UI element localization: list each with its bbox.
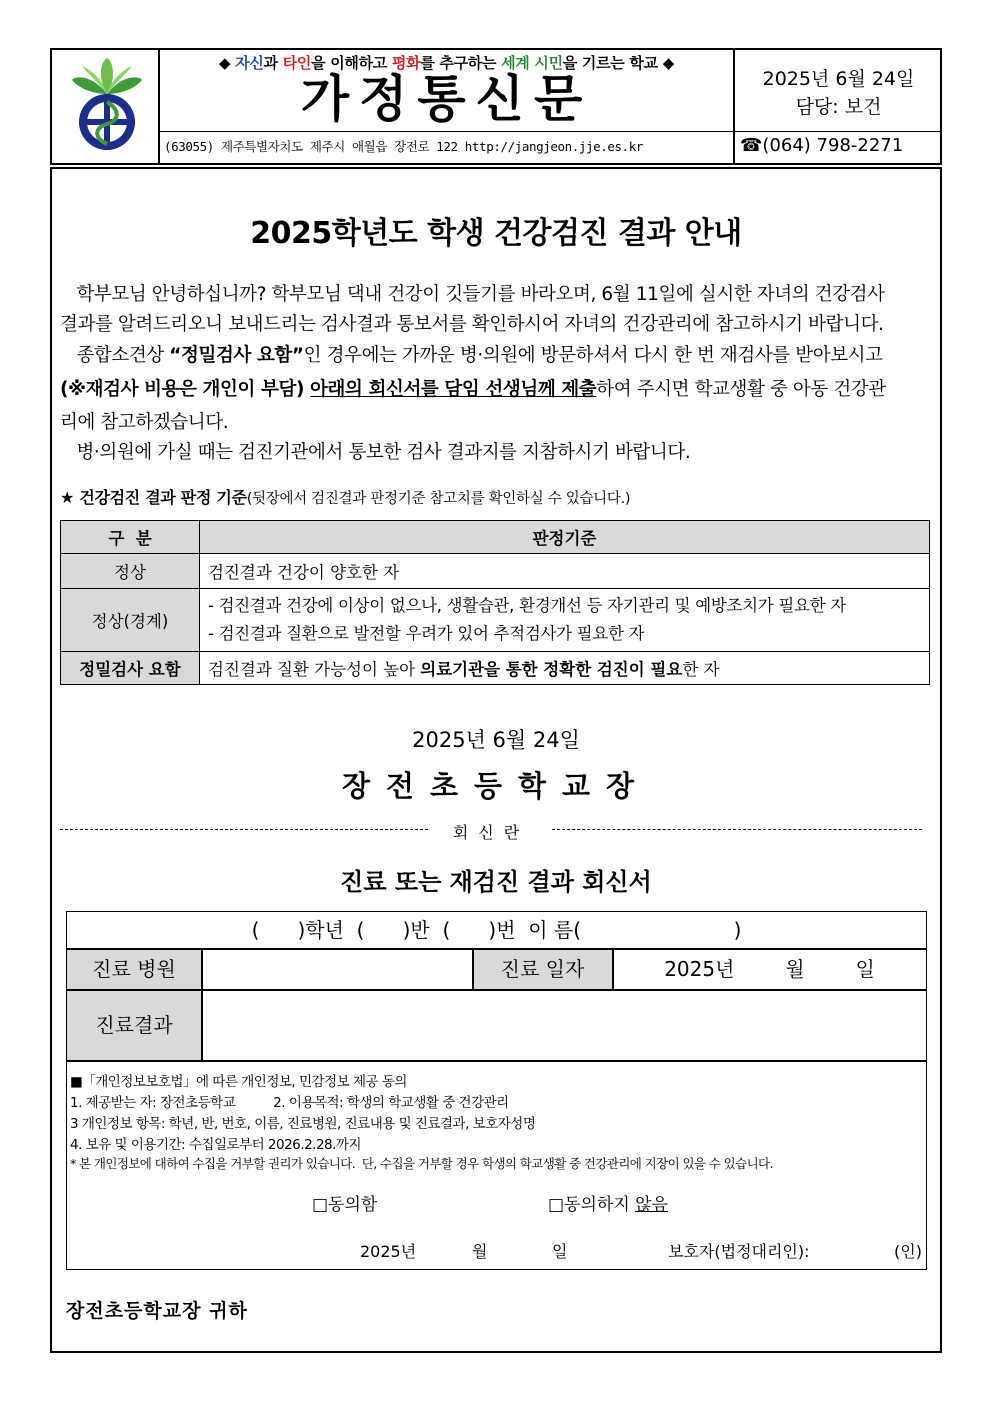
school-phone: ☎(064) 798-2271 <box>740 135 904 156</box>
table-row <box>61 652 930 685</box>
signature-month[interactable]: 월 <box>472 1242 488 1261</box>
disagree-checkbox[interactable]: □동의하지 않음 <box>548 1195 669 1215</box>
newsletter-title: 가정통신문 <box>300 70 593 128</box>
privacy-item: 4. 보유 및 이용기간: 수집일로부터 2026.2.28.까지 <box>70 1137 361 1153</box>
criteria-label: 정상 <box>61 554 200 589</box>
signature-date: 2025년 6월 24일 <box>412 728 580 752</box>
hospital-input[interactable] <box>202 950 472 989</box>
notice-paragraph: 병·의원에 가실 때는 검진기관에서 통보한 검사 결과지를 지참하시기 바랍니다. <box>60 442 691 463</box>
criteria-text: 검진결과 질환 가능성이 높아 의료기관을 통한 정확한 검진이 필요한 자 <box>200 652 930 685</box>
hospital-label: 진료 병원 <box>92 957 176 981</box>
table-header: 판정기준 <box>200 521 930 554</box>
form-divider <box>472 949 474 990</box>
table-row <box>61 589 930 652</box>
signature-year: 2025년 <box>360 1242 417 1261</box>
visit-date-label: 진료 일자 <box>500 957 585 981</box>
form-divider <box>66 1060 927 1062</box>
criteria-text: - 검진결과 건강에 이상이 없으나, 생활습관, 환경개선 등 자기관리 및 예방조치가 필요한 자 - 검진결과 질환으로 발전할 우려가 있어 추적검사가 필요한 자 <box>200 589 930 652</box>
school-emblem-icon <box>62 54 152 154</box>
header-divider <box>158 131 942 132</box>
table-row <box>61 554 930 589</box>
table-header: 구 분 <box>61 521 200 554</box>
student-info-line[interactable]: ( )학년 ( )반 ( )번 이 름( ) <box>251 918 742 942</box>
notice-paragraph: 학부모님 안녕하십니까? 학부모님 댁내 건강이 깃들기를 바라오며, 6월 11일에 실시한 자녀의 건강검사 <box>60 284 885 305</box>
person-in-charge: 담당: 보건 <box>795 96 882 118</box>
notice-paragraph: 종합소견상 “정밀검사 요함”인 경우에는 가까운 병·의원에 방문하셔서 다시 한 번 재검사를 받아보시고 <box>60 345 883 366</box>
school-address: (63055) 제주특별자치도 제주시 애월읍 장전로 122 http://jangjeon.jje.es.kr <box>164 139 643 154</box>
notice-paragraph: 리에 참고하겠습니다. <box>60 412 229 433</box>
privacy-title: ■「개인정보보호법」에 따른 개인정보, 민감정보 제공 동의 <box>70 1074 407 1090</box>
notice-title: 2025학년도 학생 건강검진 결과 안내 <box>250 216 742 251</box>
result-input[interactable] <box>203 990 925 1060</box>
cut-line <box>60 820 922 840</box>
criteria-table <box>60 520 930 685</box>
criteria-heading: ★ 건강검진 결과 판정 기준(뒷장에서 검진결과 판정기준 참고치를 확인하실 수 있습니다.) <box>60 488 631 507</box>
issue-date: 2025년 6월 24일 <box>762 68 915 90</box>
notice-paragraph: (※재검사 비용은 개인이 부담) 아래의 회신서를 담임 선생님께 제출하여 주시면 학교생활 중 아동 건강관 <box>60 379 886 400</box>
guardian-seal[interactable]: (인) <box>894 1242 922 1261</box>
privacy-item: 3 개인정보 항목: 학년, 반, 번호, 이름, 진료병원, 진료내용 및 진료결과, 보호자성명 <box>70 1116 536 1132</box>
reply-form-title: 진료 또는 재검진 결과 회신서 <box>340 868 652 896</box>
criteria-label: 정밀검사 요함 <box>61 652 200 685</box>
privacy-item: 1. 제공받는 자: 장전초등학교 2. 이용목적: 학생의 학교생활 중 건강관리 <box>70 1095 509 1111</box>
addressee: 장전초등학교장 귀하 <box>66 1300 248 1322</box>
agree-checkbox[interactable]: □동의함 <box>312 1195 378 1215</box>
form-divider <box>612 949 614 990</box>
criteria-text: 검진결과 건강이 양호한 자 <box>200 554 930 589</box>
signature-day[interactable]: 일 <box>552 1242 568 1261</box>
notice-paragraph: 결과를 알려드리오니 보내드리는 검사결과 통보서를 확인하시어 자녀의 건강관리에 참고하시기 바랍니다. <box>60 314 884 335</box>
visit-date-input[interactable]: 2025년 월 일 <box>664 957 875 981</box>
school-slogan: ◆ 자신과 타인을 이해하고 평화를 추구하는 세계 시민을 기르는 학교 ◆ <box>219 54 674 72</box>
cut-line-label: 회신란 <box>452 823 530 842</box>
criteria-label: 정상(경계) <box>61 589 200 652</box>
result-label: 진료결과 <box>95 1013 173 1037</box>
principal-signature: 장전초등학교장 <box>341 769 651 803</box>
privacy-note: * 본 개인정보에 대하여 수집을 거부할 권리가 있습니다. 단, 수집을 거부할 경우 학생의 학교생활 중 건강관리에 지장이 있을 수 있습니다. <box>70 1156 773 1171</box>
guardian-label: 보호자(법정대리인): <box>668 1242 810 1261</box>
